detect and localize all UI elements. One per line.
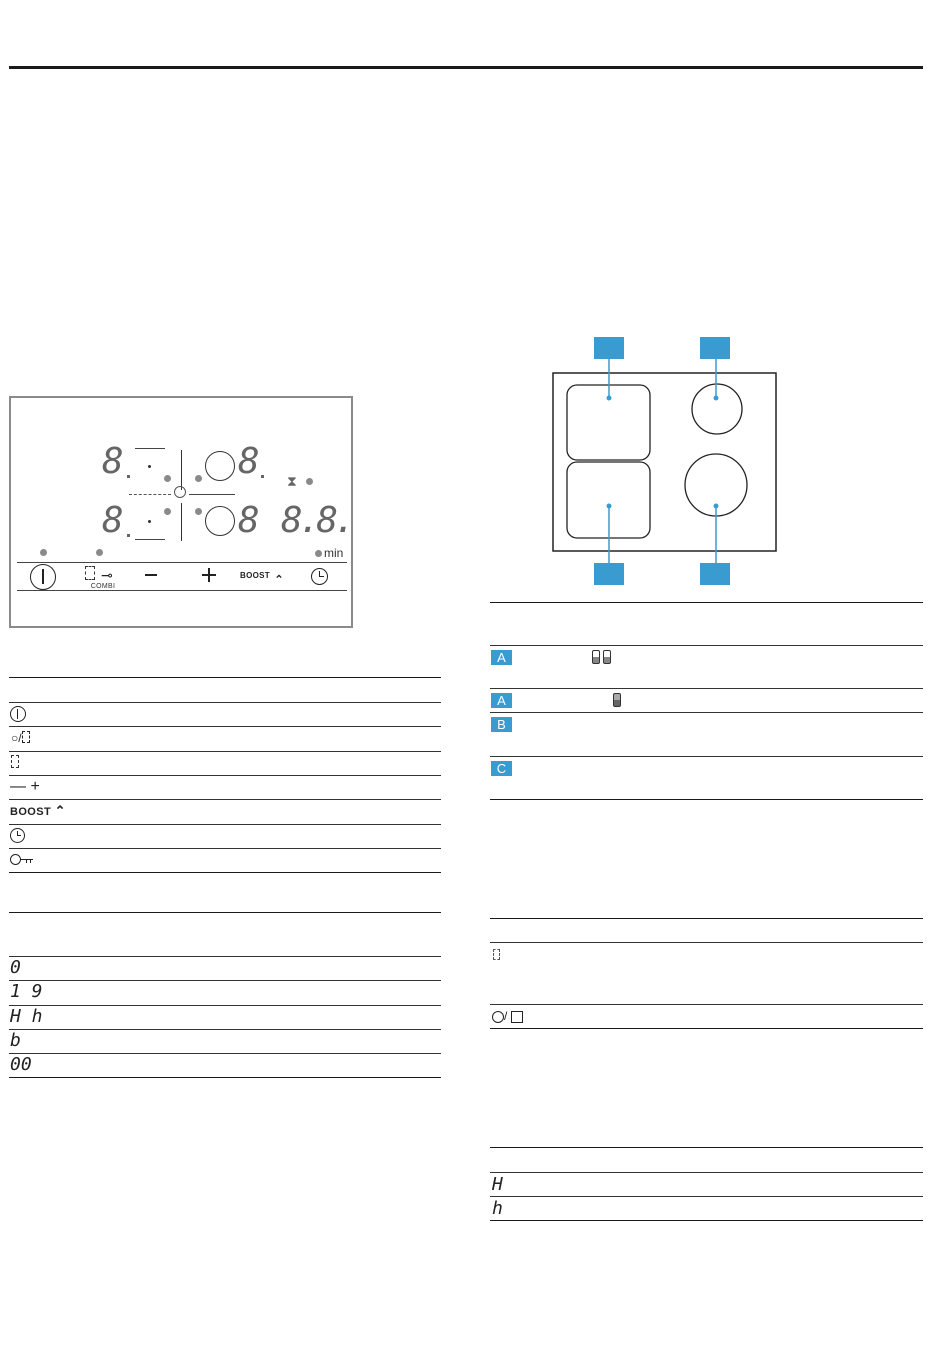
display-bottom-center-dot [148, 520, 151, 523]
display-divider [181, 450, 182, 490]
table-rule [490, 1028, 923, 1029]
power-icon [10, 706, 26, 722]
display-divider [181, 503, 182, 541]
boost-icon: BOOST ⌃ [10, 803, 66, 818]
header-rule [9, 66, 923, 69]
display-middle-line [189, 494, 235, 495]
table-rule [9, 1029, 441, 1030]
hourglass-icon: ⧗ [287, 473, 297, 489]
table-rule [9, 1005, 441, 1006]
flex-both-icon [592, 650, 614, 664]
zone-badge-c: C [491, 761, 512, 776]
power-icon [42, 569, 44, 584]
min-indicator-dot [315, 550, 322, 557]
hourglass-indicator-dot [306, 478, 313, 485]
display-top-bar [135, 448, 165, 449]
display-bottom-left-digit: 8 [102, 500, 124, 541]
table-rule [490, 756, 923, 757]
combi-segment-icon [493, 949, 500, 960]
display-bottom-right-digit: 8 [238, 500, 260, 541]
key-icon [10, 853, 34, 867]
display-top-right-digit: 8 [238, 441, 260, 482]
display-bottom-left-decimal [127, 534, 130, 537]
flex-single-icon [613, 693, 621, 707]
display-symbol-h: H h [10, 1006, 43, 1027]
indicator-dot [195, 475, 202, 482]
plus-button[interactable] [202, 568, 216, 582]
power-button[interactable] [30, 564, 56, 590]
indicator-dot [164, 508, 171, 515]
boost-text: BOOST [10, 806, 52, 818]
combi-link-line [129, 494, 171, 495]
button-row-bottom-line [17, 590, 347, 591]
boost-label: BOOST [240, 571, 270, 580]
display-top-left-digit: 8 [102, 441, 124, 482]
combi-label: COMBI [90, 583, 116, 590]
minus-button[interactable] [145, 574, 157, 576]
residual-heat-symbol-h-upper: H [492, 1174, 503, 1195]
table-rule [490, 1147, 923, 1148]
zone-top-circle-icon[interactable] [205, 451, 235, 481]
table-rule [9, 824, 441, 825]
table-rule [490, 688, 923, 689]
button-row-top-line [17, 562, 347, 563]
table-rule [490, 942, 923, 943]
table-rule [9, 702, 441, 703]
display-top-left-decimal [127, 475, 130, 478]
circle-square-icon: / [492, 1010, 524, 1024]
minus-plus-icon: — + [10, 778, 40, 795]
table-rule [490, 645, 923, 646]
zone-badge-a: A [491, 650, 512, 665]
table-rule [9, 775, 441, 776]
table-rule [490, 1220, 923, 1221]
display-top-center-dot [148, 465, 151, 468]
control-panel [9, 396, 353, 628]
combi-segment-icon [85, 566, 95, 580]
display-symbol-0: 0 [10, 957, 21, 978]
key-icon: ⊸ [101, 567, 113, 583]
table-rule [9, 677, 441, 678]
boost-button[interactable] [240, 570, 290, 584]
table-rule [490, 918, 923, 919]
timer-digits: 8.8. [281, 500, 352, 541]
min-label: min [324, 546, 344, 560]
zone-badge-a: A [491, 693, 512, 708]
table-rule [9, 848, 441, 849]
chevron-up-icon: ⌃ [274, 574, 284, 586]
table-rule [9, 912, 441, 913]
table-rule [9, 1053, 441, 1054]
combi-button[interactable] [81, 564, 125, 590]
indicator-dot [195, 508, 202, 515]
combi-icon [11, 755, 19, 768]
table-rule [490, 602, 923, 603]
timer-small-icon [174, 486, 186, 498]
hob-diagram [540, 330, 790, 600]
table-rule [490, 712, 923, 713]
display-top-right-decimal [261, 475, 264, 478]
table-rule [9, 1077, 441, 1078]
zone-select-icon: ○/ [11, 731, 30, 745]
display-symbol-00: 00 [10, 1054, 32, 1075]
indicator-dot [164, 475, 171, 482]
table-rule [490, 1004, 923, 1005]
table-rule [9, 726, 441, 727]
timer-button[interactable] [311, 568, 328, 585]
display-symbol-b: b [10, 1030, 21, 1051]
residual-heat-symbol-h-lower: h [492, 1198, 503, 1219]
display-symbol-1-9: 1 9 [10, 981, 43, 1002]
table-rule [9, 980, 441, 981]
zone-badge-b: B [491, 717, 512, 732]
table-rule [9, 751, 441, 752]
table-rule [9, 799, 441, 800]
power-indicator-dot [40, 549, 47, 556]
table-rule [490, 799, 923, 800]
zone-rear-right [692, 384, 742, 434]
table-rule [9, 956, 441, 957]
zone-bottom-circle-icon[interactable] [205, 506, 235, 536]
table-rule [9, 872, 441, 873]
timer-icon [10, 828, 25, 843]
table-rule [490, 1172, 923, 1173]
table-rule [490, 1196, 923, 1197]
display-bottom-bar [135, 539, 165, 540]
combi-indicator-dot [96, 549, 103, 556]
